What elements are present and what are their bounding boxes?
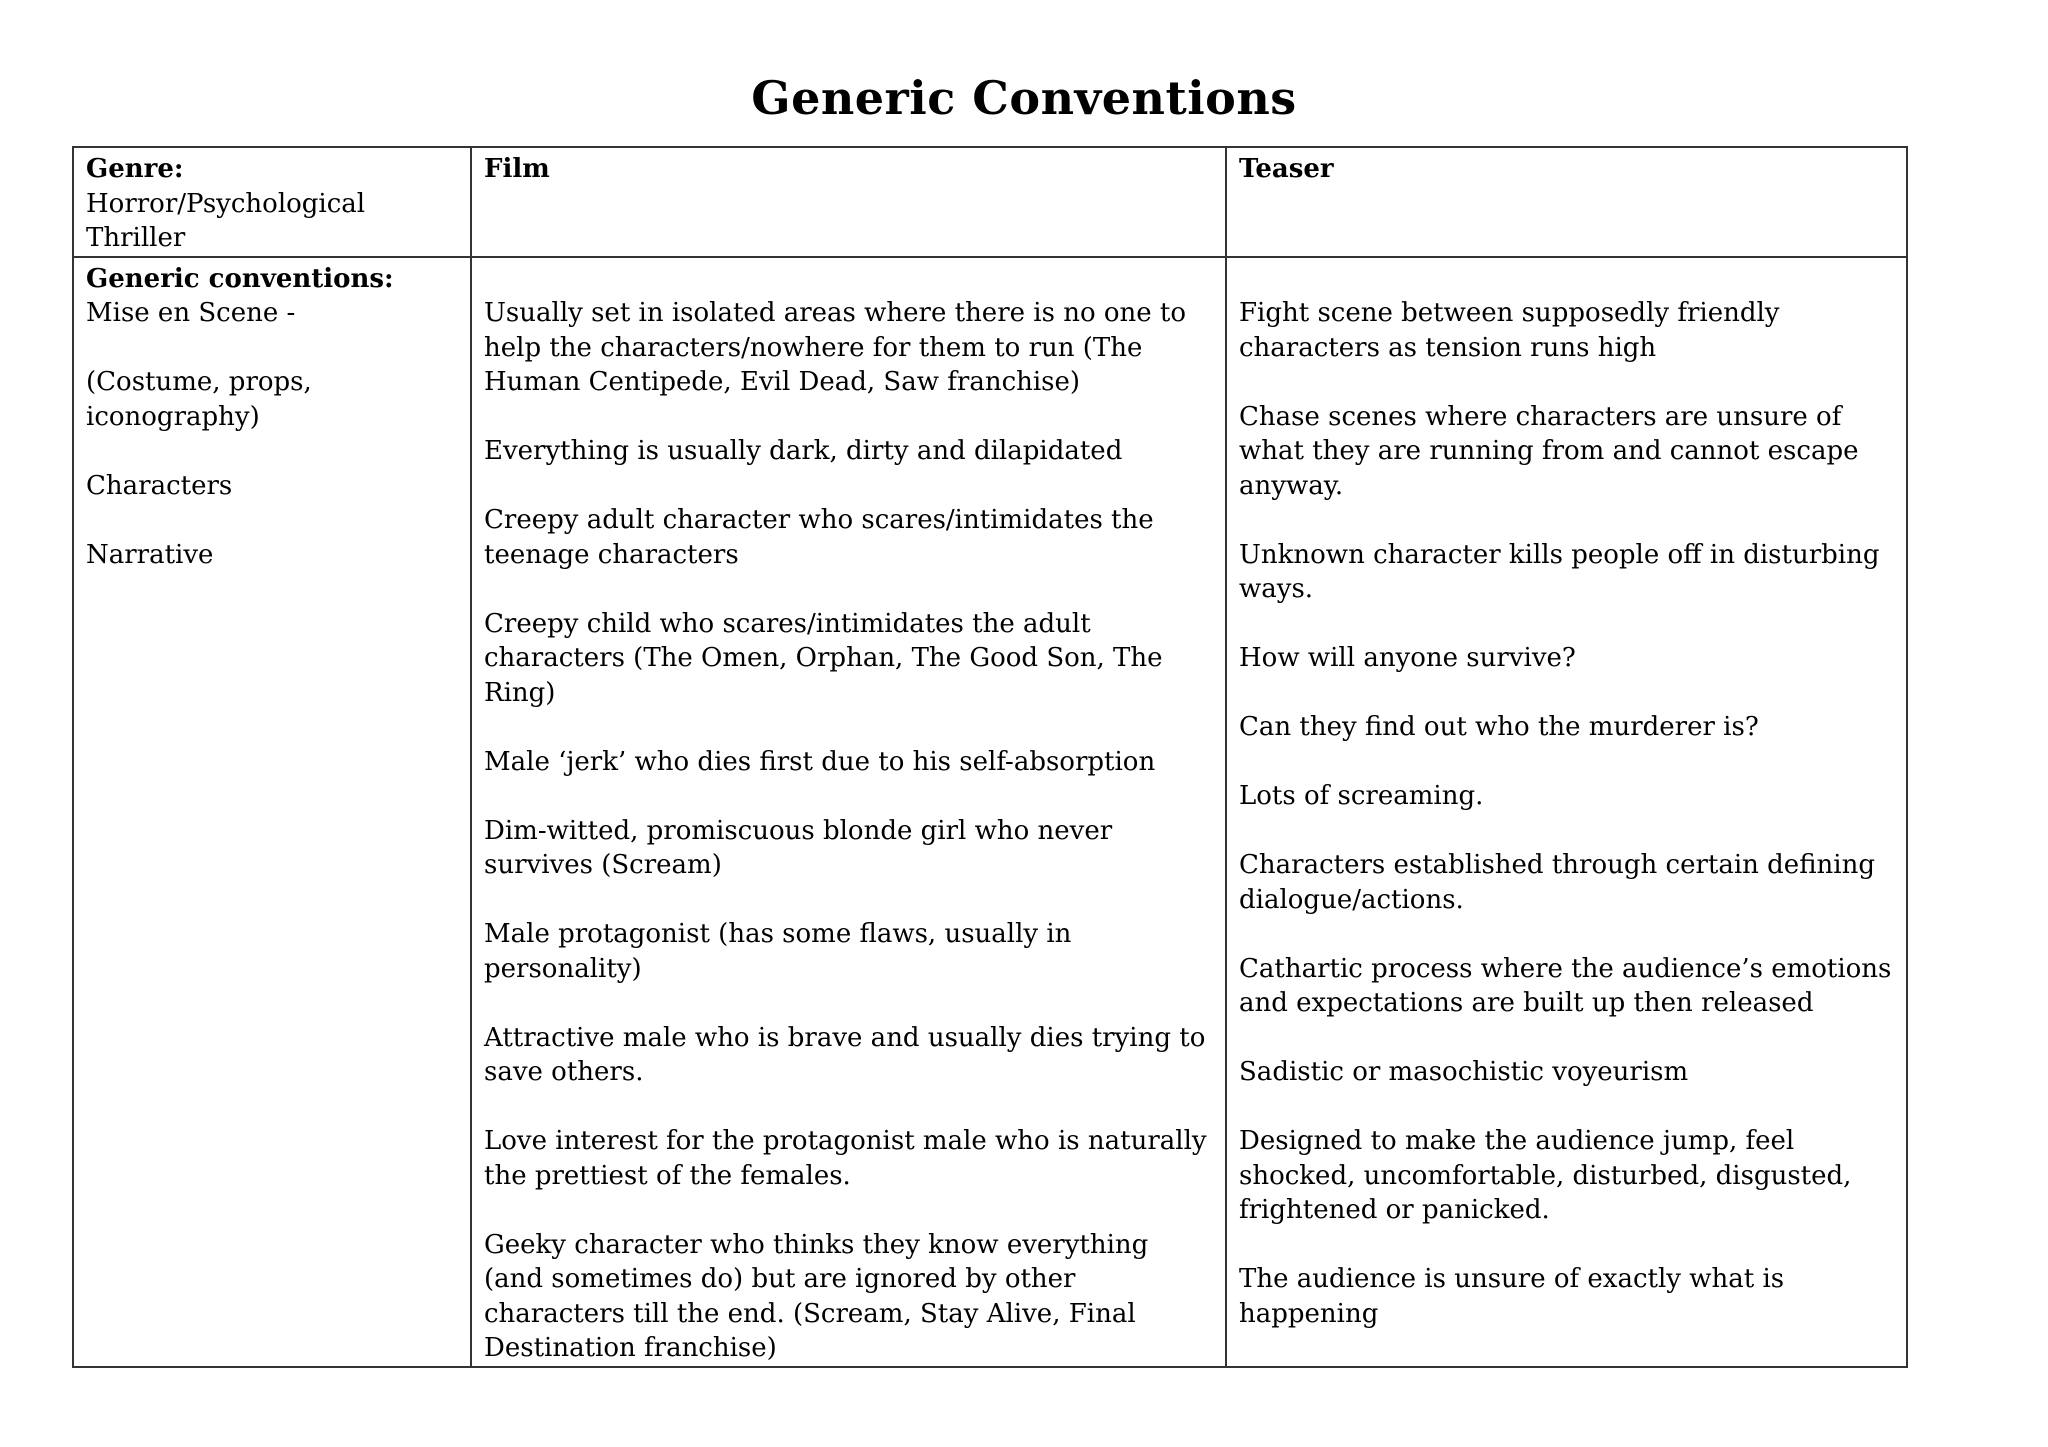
conventions-heading: Generic conventions:: [86, 263, 394, 294]
teaser-item: Lots of screaming.: [1239, 781, 1484, 811]
film-item: Male ‘jerk’ who dies first due to his self-absorption: [484, 746, 1156, 777]
teaser-header: Teaser: [1226, 147, 1907, 257]
table-body-row: [73, 257, 1907, 1367]
film-cell: [471, 257, 1226, 1367]
teaser-item: Fight scene between supposedly friendly characters as tension runs high: [1239, 298, 1780, 363]
film-item: Creepy child who scares/intimidates the adult characters (The Omen, Orphan, The Good Son, The Ring): [484, 608, 1163, 708]
film-header: Film: [471, 147, 1226, 257]
genre-label: Genre:: [86, 154, 184, 184]
genre-value: Horror/Psychological Thriller: [86, 188, 366, 253]
characters-label: Characters: [86, 470, 233, 501]
teaser-item: Sadistic or masochistic voyeurism: [1239, 1057, 1689, 1087]
film-item: Attractive male who is brave and usually dies trying to save others.: [484, 1022, 1206, 1087]
teaser-item: The audience is unsure of exactly what is happening: [1239, 1264, 1785, 1329]
teaser-cell: [1226, 257, 1907, 1367]
conventions-table: [72, 146, 1908, 1368]
narrative-label: Narrative: [86, 539, 214, 570]
teaser-item: Chase scenes where characters are unsure of what they are running from and cannot escape anyway.: [1239, 401, 1859, 501]
genre-cell: [73, 147, 471, 257]
table-header-row: [73, 147, 1907, 257]
film-item: Creepy adult character who scares/intimidates the teenage characters: [484, 505, 1154, 570]
film-item: Everything is usually dark, dirty and dilapidated: [484, 436, 1123, 466]
conventions-cell: [73, 257, 471, 1367]
mise-en-scene-label: Mise en Scene -: [86, 298, 296, 328]
film-item: Usually set in isolated areas where there is no one to help the characters/nowhere for them to run (The Human Centipede, Evil Dead, Saw franchise): [484, 298, 1187, 397]
teaser-item: Unknown character kills people off in disturbing ways.: [1239, 539, 1880, 604]
film-item: Geeky character who thinks they know everything (and sometimes do) but are ignored by other characters till the end. (Scream, Stay Alive, Final Destination franchise): [484, 1229, 1149, 1363]
teaser-item: Characters established through certain defining dialogue/actions.: [1239, 850, 1875, 915]
mise-en-scene-detail: (Costume, props, iconography): [86, 367, 312, 432]
film-item: Dim-witted, promiscuous blonde girl who never survives (Scream): [484, 815, 1113, 880]
teaser-item: How will anyone survive?: [1239, 643, 1576, 673]
teaser-item: Designed to make the audience jump, feel shocked, uncomfortable, disturbed, disgusted, frightened or panicked.: [1239, 1126, 1852, 1225]
film-item: Male protagonist (has some flaws, usually in personality): [484, 919, 1072, 984]
teaser-item: Cathartic process where the audience’s emotions and expectations are built up then released: [1239, 953, 1892, 1018]
film-item: Love interest for the protagonist male who is naturally the prettiest of the females.: [484, 1126, 1207, 1191]
teaser-item: Can they find out who the murderer is?: [1239, 712, 1759, 742]
page-title: Generic Conventions: [751, 71, 1297, 125]
